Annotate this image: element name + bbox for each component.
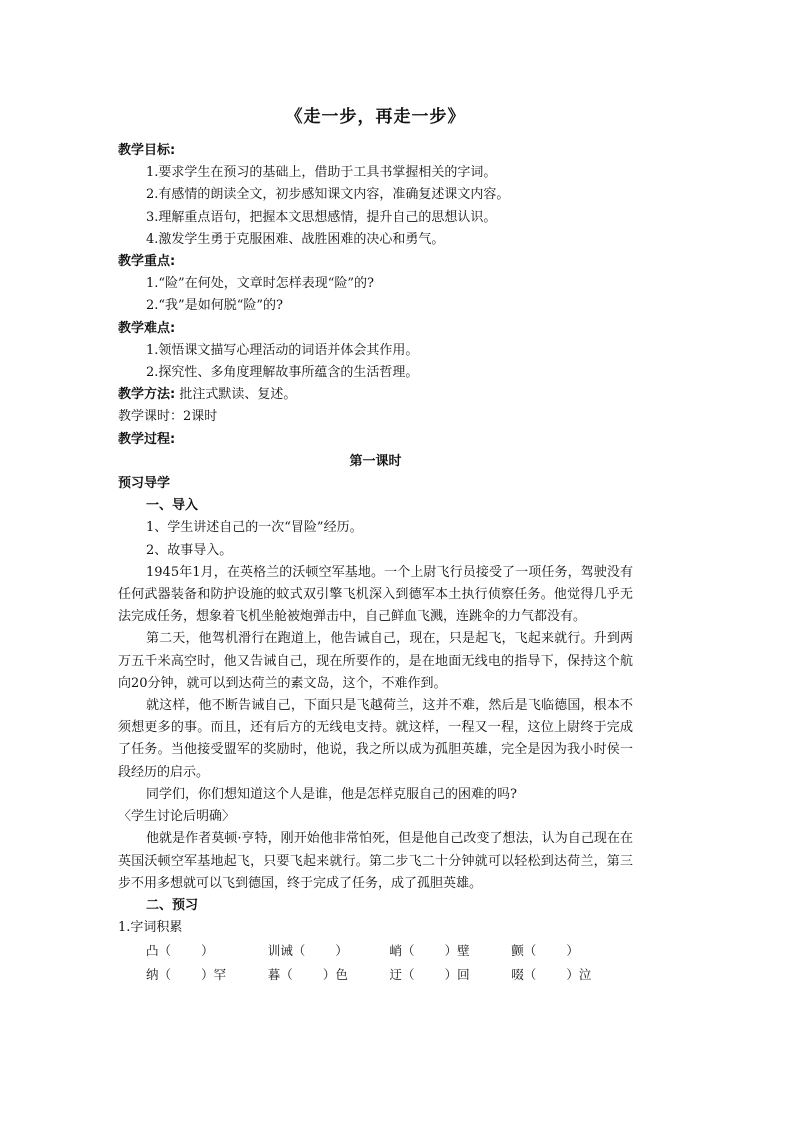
difficulty-heading: 教学难点: [118,320,176,336]
vocab-heading: 1.字词积累 [118,920,183,936]
goal-item: 2.有感情的朗读全文，初步感知课文内容，准确复述课文内容。 [146,187,510,203]
key-item: 2.“我”是如何脱“险”的? [146,298,283,314]
intro-step: 2、故事导入。 [146,542,233,558]
vocab-row [146,939,633,963]
vocab-blank: 颤（ ） [511,943,579,959]
vocab-blank: 纳（ ）罕 [146,967,227,983]
story-paragraph: 1945年1月，在英格兰的沃顿空军基地。一个上尉飞行员接受了一项任务，驾驶没有任何武器装备和防护设施的蚊式双引擎飞机深入到德军本土执行侦察任务。他觉得几乎无法完成任务，想象着飞机坐舱被炮弹击中，自己鲜血飞溅，连跳伞的力气都没有。 [118,564,633,625]
question-paragraph: 同学们，你们想知道这个人是谁，他是怎样克服自己的困难的吗? [146,786,517,802]
story-paragraph: 就这样，他不断告诫自己，下面只是飞越荷兰，这并不难，然后是飞临德国，根本不须想更多的事。而且，还有后方的无线电支持。就这样，一程又一程，这位上尉终于完成了任务。当他接受盟军的奖励时，他说，我之所以成为孤胆英雄，完全是因为我小时侯一段经历的启示。 [118,698,633,780]
answer-paragraph: 他就是作者莫顿·亨特，刚开始他非常怕死，但是他自己改变了想法，认为自己现在在英国沃顿空军基地起飞，只要飞起来就行。第二步飞二十分钟就可以轻松到达荷兰，第三步不用多想就可以飞到德国，终于完成了任务，成了孤胆英雄。 [118,831,633,891]
document-body [118,102,633,987]
difficulty-item: 1.领悟课文描写心理活动的词语并体会其作用。 [146,342,419,358]
story-paragraph: 第二天，他驾机滑行在跑道上，他告诫自己，现在，只是起飞，飞起来就行。升到两万五千米高空时，他又告诫自己，现在所要作的，是在地面无线电的指导下，保持这个航向20分钟，就可以到达荷兰的素文岛，这个，不难作到。 [118,631,633,691]
goal-item: 3.理解重点语句，把握本文思想感情，提升自己的思想认识。 [146,209,497,225]
difficulty-item: 2.探究性、多角度理解故事所蕴含的生活哲理。 [146,365,419,381]
hours-line: 教学课时：2课时 [118,409,218,425]
goal-item: 1.要求学生在预习的基础上，借助于工具书掌握相关的字词。 [146,165,497,181]
preview-guide-heading: 预习导学 [118,476,171,492]
process-heading: 教学过程: [118,431,176,447]
preview-heading: 二、预习 [146,897,199,913]
vocab-row [146,963,633,987]
discussion-note: 〈学生讨论后明确〉 [118,809,236,825]
intro-step: 1、学生讲述自己的一次“冒险”经历。 [146,520,363,536]
vocab-table [118,939,633,987]
intro-heading: 一、导入 [146,498,199,514]
goal-item: 4.激发学生勇于克服困难、战胜困难的决心和勇气。 [146,231,445,247]
vocab-blank: 峭（ ）壁 [389,943,470,959]
vocab-blank: 暮（ ）色 [267,967,348,983]
vocab-blank: 凸（ ） [146,943,214,959]
doc-title: 《走一步，再走一步》 [285,107,466,127]
vocab-blank: 训诫（ ） [267,943,348,959]
method-line [118,384,633,406]
vocab-blank: 迂（ ）回 [389,967,470,983]
key-heading: 教学重点: [118,254,176,270]
vocab-blank: 啜（ ）泣 [511,967,592,983]
method-value: 批注式默读、复述。 [179,387,297,403]
lesson-heading: 第一课时 [349,453,402,469]
goals-heading: 教学目标: [118,143,176,158]
key-item: 1.“险”在何处，文章时怎样表现“险”的? [146,276,374,292]
method-label: 教学方法: [118,387,176,403]
